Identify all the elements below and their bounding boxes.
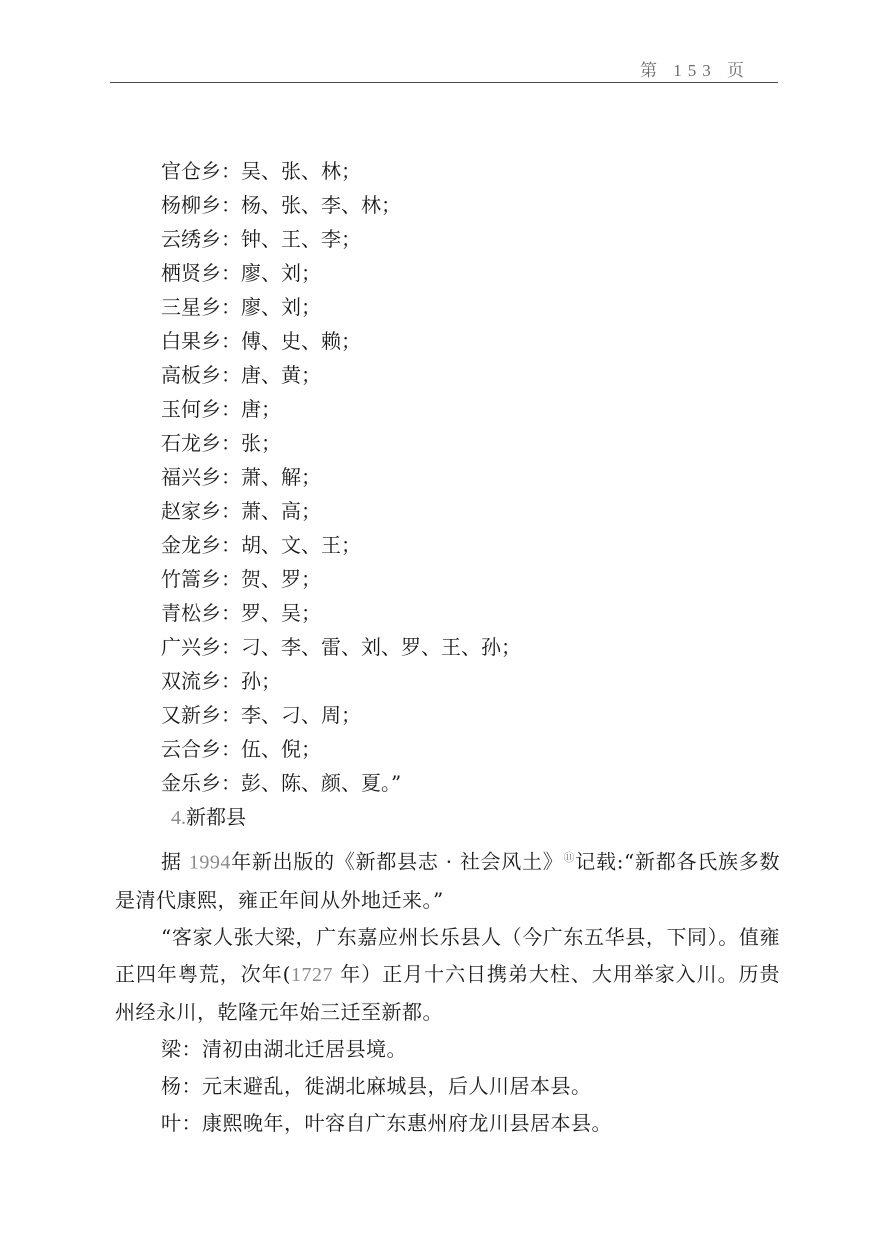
list-item: 高板乡：唐、黄； bbox=[161, 363, 321, 387]
paragraph-intro bbox=[115, 839, 780, 919]
text-span: 据 bbox=[161, 849, 189, 874]
list-item: 杨柳乡：杨、张、李、林； bbox=[161, 193, 401, 217]
page-number-label: 第 153 页 bbox=[640, 61, 750, 80]
document-body bbox=[115, 154, 780, 1142]
list-item: 白果乡：傅、史、赖； bbox=[161, 329, 361, 353]
header-divider bbox=[110, 82, 778, 83]
text-span: “客家人张大梁，广东嘉应州长乐县人（今广东五华县，下同）。值雍正四年粤荒，次年( bbox=[115, 924, 780, 986]
list-item: 三星乡：廖、刘； bbox=[161, 295, 321, 319]
paragraph-yang: 杨：元末避乱，徙湖北麻城县，后人川居本县。 bbox=[161, 1073, 592, 1098]
list-item: 金龙乡：胡、文、王； bbox=[161, 533, 361, 557]
year-number: 1994 bbox=[188, 851, 231, 874]
footnote-marker: ⑪ bbox=[563, 851, 576, 864]
list-item: 玉何乡：唐； bbox=[161, 397, 281, 421]
list-item: 竹篙乡：贺、罗； bbox=[161, 567, 321, 591]
list-item: 云绣乡：钟、王、李； bbox=[161, 227, 361, 251]
paragraph-liang: 梁：清初由湖北迁居县境。 bbox=[161, 1036, 407, 1061]
list-item: 青松乡：罗、吴； bbox=[161, 601, 321, 625]
paragraph-hakka-zhang bbox=[115, 919, 780, 1031]
list-item: 福兴乡：萧、解； bbox=[161, 465, 321, 489]
section-title: 新都县 bbox=[186, 805, 246, 829]
list-item: 栖贤乡：廖、刘； bbox=[161, 261, 321, 285]
text-span: 年）正月十六日携弟大柱、大用举家入川。历贵州经永川，乾隆元年始三迁至新都。 bbox=[115, 961, 780, 1024]
list-item: 赵家乡：萧、高； bbox=[161, 499, 321, 523]
paragraph-ye: 叶：康熙晚年，叶容自广东惠州府龙川县居本县。 bbox=[161, 1110, 612, 1135]
text-span: 年新出版的《新都县志 · 社会风土》 bbox=[230, 849, 564, 874]
list-item: 官仓乡：吴、张、林； bbox=[161, 159, 361, 183]
list-item: 云合乡：伍、倪； bbox=[161, 737, 321, 761]
section-heading bbox=[115, 800, 780, 835]
list-item: 又新乡：李、刁、周； bbox=[161, 703, 361, 727]
list-item: 广兴乡：刁、李、雷、刘、罗、王、孙； bbox=[161, 635, 521, 659]
section-number: 4. bbox=[171, 807, 186, 829]
year-number: 1727 bbox=[290, 963, 333, 986]
text-span: 记载:“新都各氏族多数是清代康熙，雍正年间从外地迁来。” bbox=[115, 849, 781, 912]
list-item: 双流乡：孙； bbox=[161, 669, 281, 693]
township-surname-list bbox=[115, 154, 780, 800]
list-item: 石龙乡：张； bbox=[161, 431, 281, 455]
list-item: 金乐乡：彭、陈、颜、夏。” bbox=[161, 771, 402, 795]
